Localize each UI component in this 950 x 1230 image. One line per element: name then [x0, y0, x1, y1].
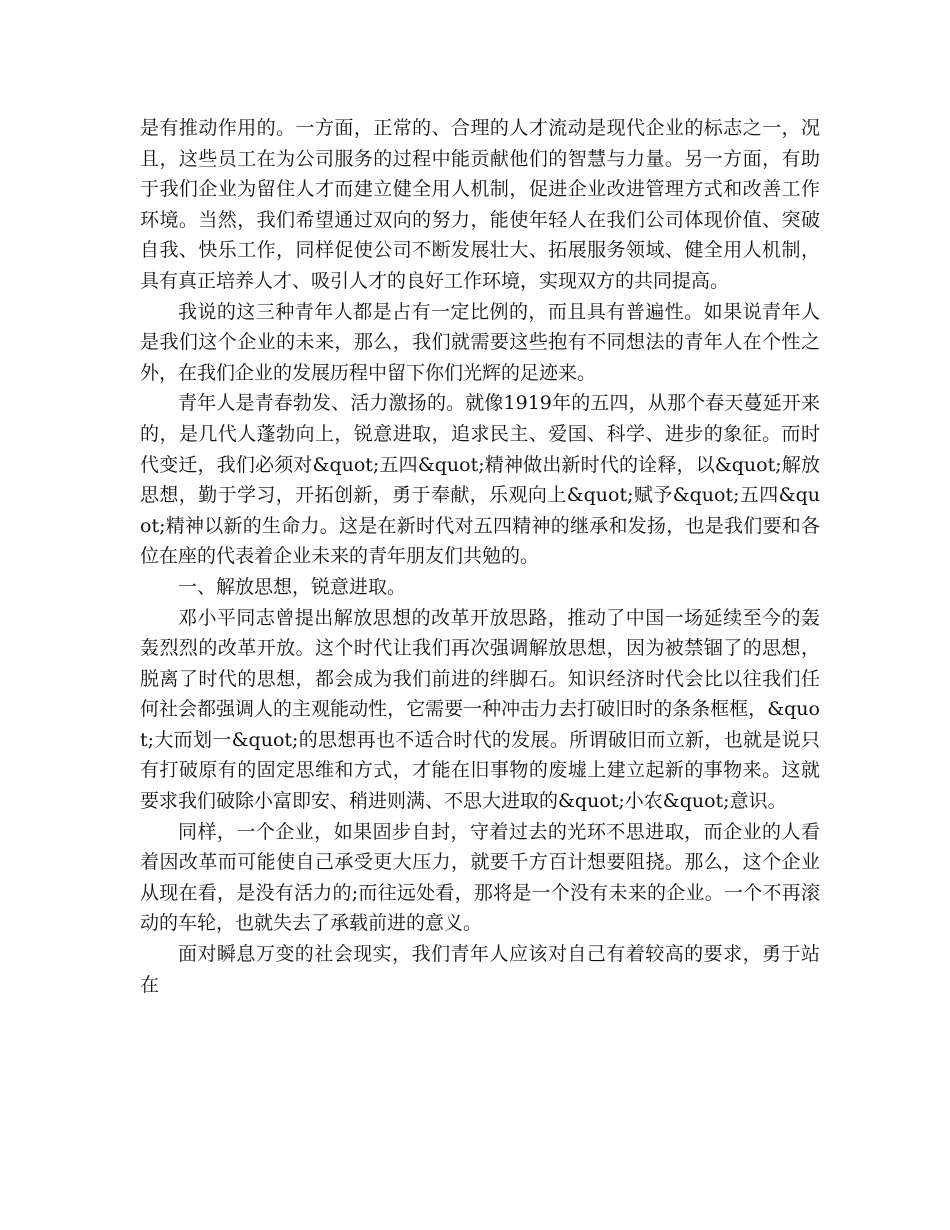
paragraph-3: 青年人是青春勃发、活力激扬的。就像1919年的五四，从那个春天蔓延开来的，是几代人蓬勃向上，锐意进取，追求民主、爱国、科学、进步的象征。而时代变迁，我们必须对&quot;五四&quot;精神做出新时代的诠释，以&quot;解放思想，勤于学习，开拓创新，勇于奉献，乐观向上&quot;赋予&quot;五四&quot;精神以新的生命力。这是在新时代对五四精神的继承和发扬，也是我们要和各位在座的代表着企业未来的青年朋友们共勉的。: [140, 392, 820, 568]
document-page: [140, 113, 820, 1000]
paragraph-6: 面对瞬息万变的社会现实，我们青年人应该对自己有着较高的要求，勇于站在: [140, 943, 820, 996]
paragraph-5: 同样，一个企业，如果固步自封，守着过去的光环不思进取，而企业的人看着因改革而可能使自己承受更大压力，就要千方百计想要阻挠。那么，这个企业从现在看，是没有活力的;而往远处看，那将是一个没有未来的企业。一个不再滚动的车轮，也就失去了承载前进的意义。: [140, 820, 820, 935]
paragraph-4: 邓小平同志曾提出解放思想的改革开放思路，推动了中国一场延续至今的轰轰烈烈的改革开放。这个时代让我们再次强调解放思想，因为被禁锢了的思想，脱离了时代的思想，都会成为我们前进的绊脚石。知识经济时代会比以往我们任何社会都强调人的主观能动性，它需要一种冲击力去打破旧时的条条框框，&quot;大而划一&quot;的思想再也不适合时代的发展。所谓破旧而立新，也就是说只有打破原有的固定思维和方式，才能在旧事物的废墟上建立起新的事物来。这就要求我们破除小富即安、稍进则满、不思大进取的&quot;小农&quot;意识。: [140, 606, 820, 813]
paragraph-1: 是有推动作用的。一方面，正常的、合理的人才流动是现代企业的标志之一，况且，这些员工在为公司服务的过程中能贡献他们的智慧与力量。另一方面，有助于我们企业为留住人才而建立健全用人机制，促进企业改进管理方式和改善工作环境。当然，我们希望通过双向的努力，能使年轻人在我们公司体现价值、突破自我、快乐工作，同样促使公司不断发展壮大、拓展服务领域、健全用人机制，具有真正培养人才、吸引人才的良好工作环境，实现双方的共同提高。: [140, 117, 820, 292]
paragraph-2: 我说的这三种青年人都是占有一定比例的，而且具有普遍性。如果说青年人是我们这个企业的未来，那么，我们就需要这些抱有不同想法的青年人在个性之外，在我们企业的发展历程中留下你们光辉的足迹来。: [140, 300, 820, 384]
section-heading: 一、解放思想，锐意进取。: [178, 575, 407, 598]
